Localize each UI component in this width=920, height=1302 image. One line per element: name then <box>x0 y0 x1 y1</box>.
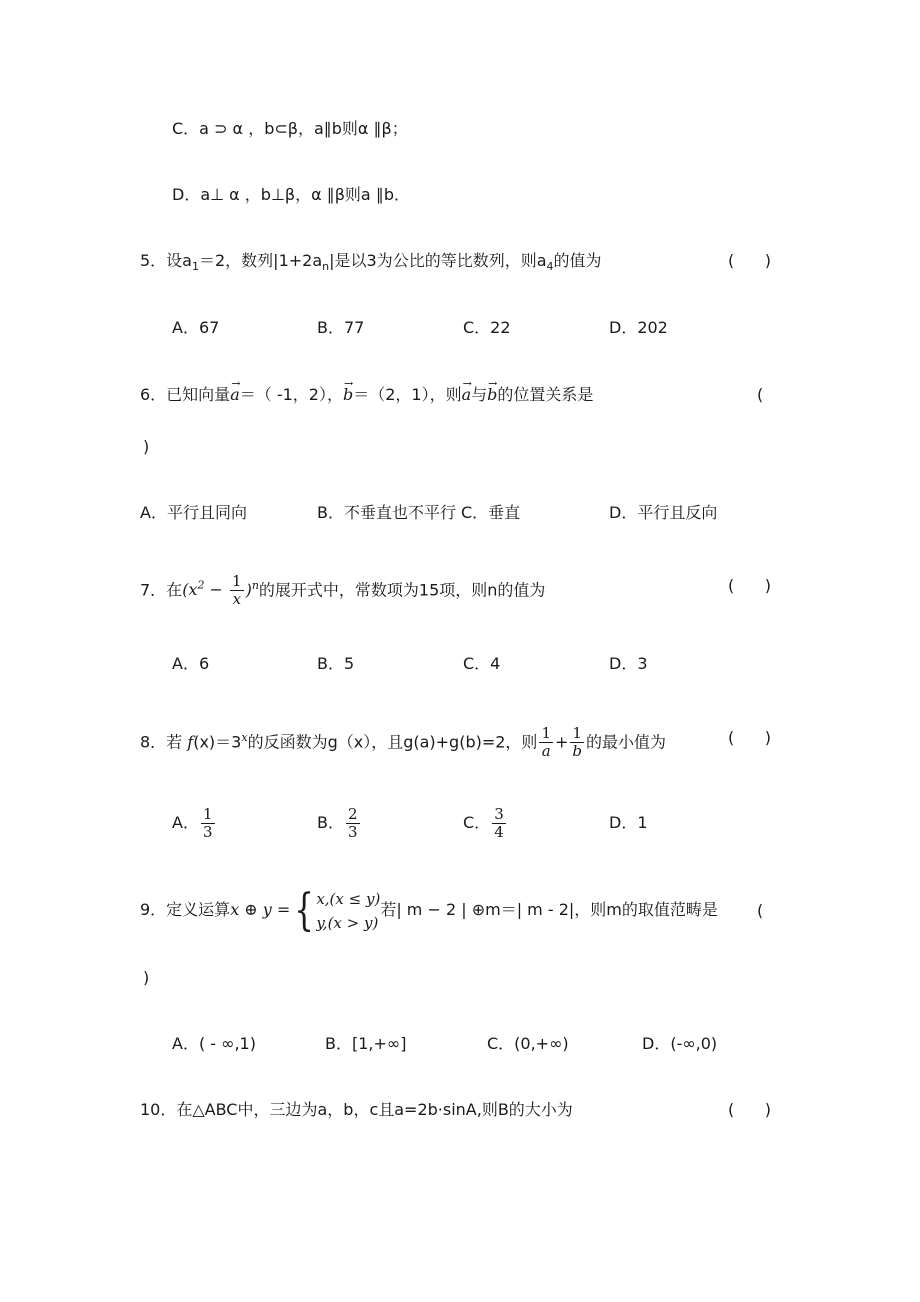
piecewise-cases: x,(x ≤ y) y,(x > y) <box>316 889 381 932</box>
q6-option-d: D．平行且反向 <box>609 503 718 522</box>
q9-option-d: D．(-∞,0) <box>642 1034 718 1053</box>
q6-answer-paren-close: ) <box>143 437 150 456</box>
q8-option-a: A． $\frac{1}{3}$ <box>172 805 213 841</box>
q7-option-c: C．4 <box>463 654 501 673</box>
q5-option-c: C．22 <box>463 318 511 337</box>
q8-option-c: C． $\frac{3}{4}$ <box>463 805 504 841</box>
q9-answer-paren-open: ( <box>757 901 764 920</box>
q8-option-b: B． $\frac{2}{3}$ <box>317 805 358 841</box>
q9-stem: 9．定义运算x ⊕ y ={ x,(x ≤ y) y,(x > y) 若| m − 2 | ⊕m＝| m - 2|，则m的取值范畴是 <box>140 884 718 936</box>
q6-stem: 6．已知向量→ a＝（ -1，2），→ b＝（2，1），则→ a与→ b的位置关系是 <box>140 384 593 406</box>
q6-option-c: C．垂直 <box>461 503 521 522</box>
q8-option-d: D．1 <box>609 813 648 832</box>
q8-stem: 8．若 $f(x)=3^x$的反函数为g（x），且g(a)+g(b)=2，则 $\frac{1}{a}$ + $\frac{1}{b}$ 的最小值为 <box>140 724 667 761</box>
q5-answer-paren: ( ) <box>728 251 771 270</box>
q9-option-b: B．[1,+∞] <box>325 1034 407 1053</box>
fraction-one-over-a: $\frac{1}{a}$ <box>541 724 551 761</box>
q7-option-a: A．6 <box>172 654 210 673</box>
fraction-one-over-b: $\frac{1}{b}$ <box>572 724 582 761</box>
q7-option-d: D．3 <box>609 654 648 673</box>
q4-option-d: D．a⊥ α ，b⊥β，α ∥β则a ∥b． <box>172 185 410 204</box>
q6-option-a: A．平行且同向 <box>140 503 247 522</box>
q5-stem: 5．设$a_1=2$，数列$|1+2a_n|$是以3为公比的等比数列，则$a_4$的值为 <box>140 251 602 274</box>
q7-stem: 7．在($x^2$ − $\frac{1}{x}$ )$^n$的展开式中，常数项为15项，则n的值为 <box>140 572 546 609</box>
q9-option-c: C．(0,+∞) <box>487 1034 569 1053</box>
q9-answer-paren-close: ) <box>143 968 150 987</box>
q7-answer-paren: ( ) <box>728 576 771 595</box>
q10-stem: 10．在△ABC中，三边为a，b，c且a=2b·sinA,则B的大小为 <box>140 1100 573 1119</box>
fraction-one-over-x: $\frac{1}{x}$ <box>232 572 242 609</box>
q6-answer-paren-open: ( <box>757 385 764 404</box>
vector-a: → a <box>230 384 240 406</box>
binomial-expression: ($x^2$ − <box>182 579 229 600</box>
q8-answer-paren: ( ) <box>728 728 771 747</box>
q6-option-b: B．不垂直也不平行 <box>317 503 456 522</box>
left-brace-icon: { <box>294 884 315 936</box>
q5-option-a: A．67 <box>172 318 220 337</box>
vector-a: → a <box>462 384 472 406</box>
q7-option-b: B．5 <box>317 654 355 673</box>
q4-option-c: C．a ⊃ α ，b⊂β，a∥b则α ∥β； <box>172 119 408 138</box>
q10-answer-paren: ( ) <box>728 1100 771 1119</box>
vector-b: → b <box>487 384 497 406</box>
q5-option-b: B．77 <box>317 318 365 337</box>
vector-b: → b <box>343 384 353 406</box>
q9-option-a: A．( - ∞,1) <box>172 1034 256 1053</box>
q5-option-d: D．202 <box>609 318 668 337</box>
